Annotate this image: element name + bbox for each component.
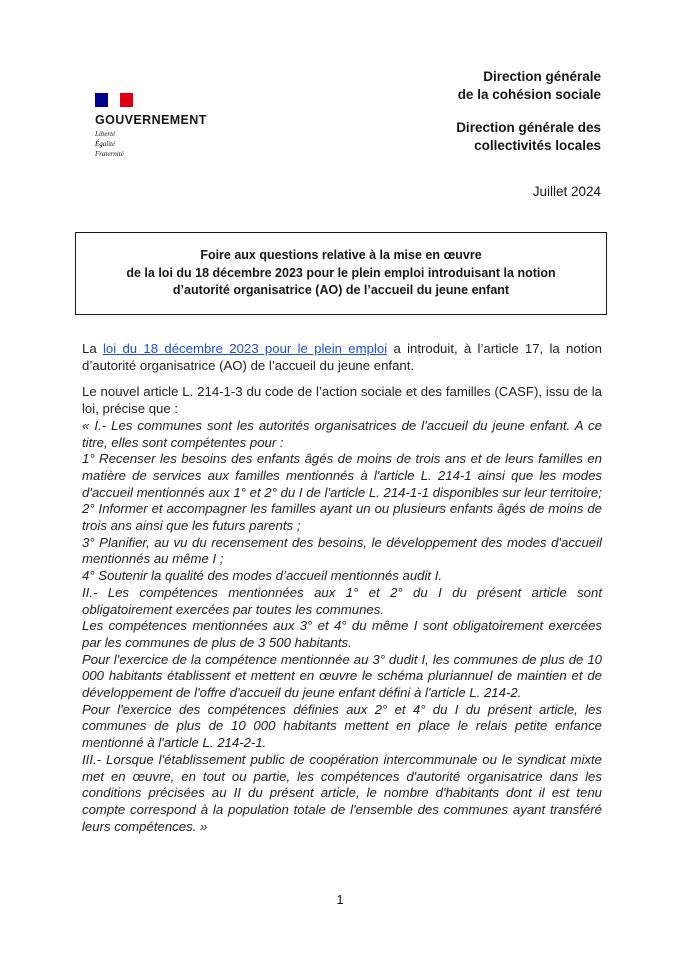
quote-paragraph: 4° Soutenir la qualité des modes d’accueil mentionnés audit I. bbox=[82, 568, 443, 584]
french-flag-icon bbox=[95, 93, 133, 107]
direction-dgcl bbox=[456, 119, 601, 155]
title-line: de la loi du 18 décembre 2023 pour le plein emploi introduisant la notion bbox=[126, 265, 556, 280]
quote-paragraph: III.- Lorsque l'établissement public de coopération intercommunale ou le syndicat mixte met en œuvre, en tout ou partie, les compétences d'autorité organisatrice dans les conditions précisées au II du présent article, le nombre d'habitants dont il est tenu compte correspond à la population totale de l'ensemble des communes ayant transféré leurs compétences. » bbox=[82, 751, 602, 834]
quote-paragraph: Pour l'exercice de la compétence mentionnée au 3° dudit I, les communes de plus de 10 000 habitants établissent et mettent en œuvre le schéma pluriannuel de maintien et de développement de l'offre d'accueil du jeune enfant défini à l'article L. 214-2. bbox=[82, 651, 602, 701]
intro-paragraph bbox=[82, 341, 602, 374]
document-title-box bbox=[75, 232, 607, 315]
document-body bbox=[82, 341, 602, 835]
quote-paragraph: 2° Informer et accompagner les familles ayant un ou plusieurs enfants âgés de moins de trois ans ainsi que les futurs parents ; bbox=[82, 501, 602, 534]
quote-paragraph: Pour l'exercice des compétences définies aux 2° et 4° du I du présent article, les communes de plus de 10 000 habitants mettent en place le relais petite enfance mentionné à l'article L. 214-2-1. bbox=[82, 701, 602, 751]
intro-prefix: La bbox=[82, 341, 103, 356]
motto-line: Égalité bbox=[95, 140, 116, 148]
quote-paragraph: II.- Les compétences mentionnées aux 1° et 2° du I du présent article sont obligatoirement exercées par toutes les communes. bbox=[82, 584, 602, 617]
article-quote bbox=[82, 418, 602, 836]
quote-paragraph: « I.- Les communes sont les autorités organisatrices de l'accueil du jeune enfant. A ce titre, elles sont compétentes pour : bbox=[82, 417, 602, 450]
government-wordmark: GOUVERNEMENT bbox=[95, 113, 207, 127]
republic-motto bbox=[95, 129, 235, 159]
lead-paragraph: Le nouvel article L. 214-1-3 du code de l’action sociale et des familles (CASF), issu de la loi, précise que : bbox=[82, 384, 602, 417]
intro-suffix: a introduit, à l’article 17, la notion d’autorité organisatrice (AO) de l’accueil du jeune enfant. bbox=[82, 341, 602, 373]
direction-line: Direction générale des bbox=[456, 120, 601, 135]
quote-paragraph: 3° Planifier, au vu du recensement des besoins, le développement des modes d'accueil mentionnés au même I ; bbox=[82, 534, 602, 567]
government-logo bbox=[95, 93, 235, 159]
page-number: 1 bbox=[336, 892, 344, 907]
motto-line: Liberté bbox=[95, 130, 116, 138]
law-link[interactable]: loi du 18 décembre 2023 pour le plein emploi bbox=[102, 341, 388, 356]
quote-paragraph: 1° Recenser les besoins des enfants âgés de moins de trois ans et de leurs familles en matière de services aux familles mentionnés à l'article L. 214-1 ainsi que les modes d'accueil mentionnés aux 1° et 2° du I de l'article L. 214-1-1 disponibles sur leur territoire; bbox=[82, 451, 602, 500]
direction-dgcs bbox=[458, 68, 601, 104]
title-line: d’autorité organisatrice (AO) de l’accueil du jeune enfant bbox=[172, 283, 510, 298]
direction-line: Direction générale bbox=[483, 69, 601, 84]
document-date: Juillet 2024 bbox=[532, 184, 601, 199]
direction-line: de la cohésion sociale bbox=[457, 87, 601, 102]
quote-paragraph: Les compétences mentionnées aux 3° et 4° du même I sont obligatoirement exercées par les communes de plus de 3 500 habitants. bbox=[82, 618, 602, 650]
direction-line: collectivités locales bbox=[474, 138, 601, 153]
title-line: Foire aux questions relative à la mise en œuvre bbox=[200, 248, 482, 263]
motto-line: Fraternité bbox=[95, 150, 124, 158]
